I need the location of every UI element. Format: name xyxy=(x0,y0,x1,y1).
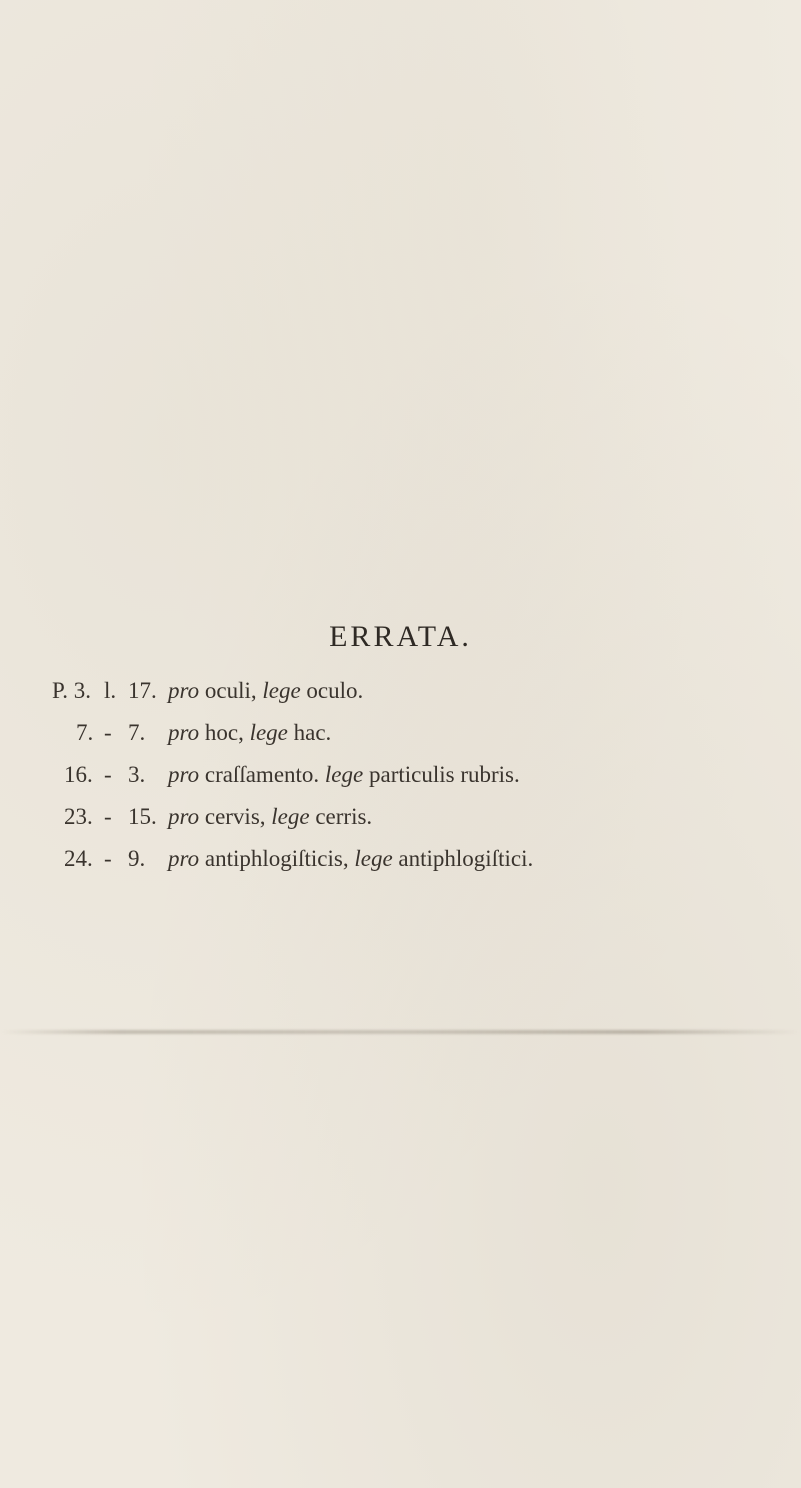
entry-correction xyxy=(168,846,772,872)
entry-line: 3. xyxy=(128,762,146,787)
lege-word: lege xyxy=(249,720,288,745)
entry-page: 24. xyxy=(64,846,93,871)
wrong-reading: antiphlogiſticis, xyxy=(204,846,349,871)
pro-word: pro xyxy=(168,762,200,787)
pro-word: pro xyxy=(168,678,200,703)
show-through-line xyxy=(0,1030,801,1034)
entry-line-marker: - xyxy=(104,846,112,871)
entry-line: 7. xyxy=(128,720,146,745)
wrong-reading: cervis, xyxy=(204,804,266,829)
lege-word: lege xyxy=(354,846,393,871)
entry-line: 17. xyxy=(128,678,157,703)
correct-reading: oculo. xyxy=(306,678,364,703)
entry-line-marker: - xyxy=(104,762,112,787)
correct-reading: hac. xyxy=(293,720,332,745)
errata-entry xyxy=(52,762,772,804)
pro-word: pro xyxy=(168,846,200,871)
entry-page: P. 3. xyxy=(52,678,91,703)
entry-page: 16. xyxy=(64,762,93,787)
entry-line-marker: - xyxy=(104,720,112,745)
entry-line: 9. xyxy=(128,846,146,871)
lege-word: lege xyxy=(262,678,301,703)
lege-word: lege xyxy=(271,804,310,829)
correct-reading: cerris. xyxy=(315,804,373,829)
correct-reading: particulis rubris. xyxy=(368,762,520,787)
page-title: ERRATA. xyxy=(329,620,472,653)
entry-line-marker: - xyxy=(104,804,112,829)
pro-word: pro xyxy=(168,720,200,745)
wrong-reading: oculi, xyxy=(204,678,257,703)
entry-correction xyxy=(168,720,772,746)
entry-page: 7. xyxy=(76,720,94,745)
pro-word: pro xyxy=(168,804,200,829)
entry-line: 15. xyxy=(128,804,157,829)
entry-line-marker: l. xyxy=(104,678,117,703)
errata-entry xyxy=(52,846,772,888)
errata-entry xyxy=(52,804,772,846)
entry-correction xyxy=(168,804,772,830)
wrong-reading: hoc, xyxy=(204,720,244,745)
entry-page: 23. xyxy=(64,804,93,829)
lege-word: lege xyxy=(324,762,364,787)
wrong-reading: craſſamento. xyxy=(204,762,320,787)
errata-list xyxy=(52,678,772,888)
entry-correction xyxy=(168,762,772,788)
correct-reading: antiphlogiſtici. xyxy=(398,846,534,871)
errata-entry xyxy=(52,678,772,720)
errata-entry xyxy=(52,720,772,762)
entry-correction xyxy=(168,678,772,704)
